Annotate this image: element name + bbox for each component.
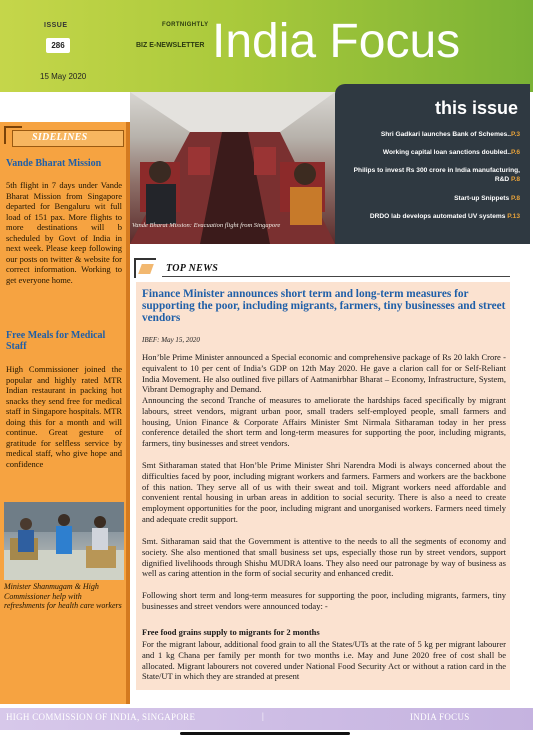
hero-photo-caption: Vande Bharat Mission: Evacuation flight from Singapore bbox=[132, 222, 281, 229]
hero-photo bbox=[130, 92, 335, 244]
home-indicator-bar[interactable] bbox=[180, 732, 350, 735]
top-news-label: TOP NEWS bbox=[166, 263, 219, 274]
masthead bbox=[0, 0, 533, 92]
this-issue-item-page: P.13 bbox=[507, 213, 520, 220]
sidebar-section-text: 5th flight in 7 days under Vande Bharat Mission from Singapore departed for Bengaluru wit full load of 151 pax. More flights to more destinations will b scheduled by Govt of India in next week. Please keep following our posts on twitter & website for correct information. Working to get everyone home. bbox=[6, 180, 122, 285]
article-paragraph: Announcing the second Tranche of measures to ameliorate the hardships faced specifically by migrant labours, street vendors, migrant urban poor, small traders self-employed people, small farmers and housing, Union Finance & Corporate Affairs Minister Smt Nirmala Sitharaman today in her press conference detailed the short term and long-term measures for supporting the poor, including migrants, farmers, tiny businesses and street vendors. bbox=[142, 395, 506, 449]
frequency-label: FORTNIGHTLY bbox=[162, 22, 209, 28]
this-issue-panel bbox=[335, 84, 530, 244]
this-issue-item-text: Working capital loan sanctions doubled.. bbox=[382, 149, 511, 156]
footer-publication: INDIA FOCUS bbox=[410, 712, 470, 722]
issue-label: ISSUE bbox=[44, 22, 68, 29]
volunteers-photo-icon bbox=[4, 502, 124, 580]
article-paragraph: For the migrant labour, additional food grain to all the States/UTs at the rate of 5 kg per migrant labourer and 1 kg Chana per family per month for two months i.e. May and June 2020 free of cost shall be allocated. Migrant labourers not covered under National Food Security Act or without a ration card in the State/UT in which they are stranded at present bbox=[142, 639, 506, 682]
article-headline: Finance Minister announces short term and long-term measures for supporting the poor, including migrants, farmers, tiny businesses and street vendors bbox=[142, 288, 506, 325]
this-issue-title: this issue bbox=[434, 98, 518, 118]
footer-separator: | bbox=[262, 711, 264, 721]
this-issue-item[interactable] bbox=[342, 148, 520, 157]
newsletter-title: India Focus bbox=[212, 15, 461, 68]
heading-corner-icon bbox=[4, 126, 22, 144]
article-paragraph: Smt Sitharaman stated that Hon’ble Prime Minister Shri Narendra Modi is always concerned about the difficulties faced by poor, including migrant workers and farmers. Farmers and workers are the backbone of this nation. They serve all of us with their sweat and toil. Migrant workers need affordable and convenient rental housing in urban areas in addition to social security. There is also a need to create employment opportunities for the poor, including migrant and unorganised workers. Farmers need timely and adequate credit support. bbox=[142, 460, 506, 524]
sidebar-section-title: Free Meals for Medical Staff bbox=[6, 330, 106, 352]
this-issue-item-page: P.8 bbox=[510, 176, 520, 183]
this-issue-item-text: Start-up Snippets bbox=[454, 195, 510, 202]
article-byline: IBEF: May 15, 2020 bbox=[142, 336, 200, 344]
page-footer bbox=[0, 708, 533, 730]
sidebar-section-text: High Commissioner joined the popular and highly rated MTR Indian restaurant in packing hot snacks they send free for medical staff in Singapore hospitals. MTR doing this for a month and will continue. Great gesture of gratitude for selfless service by medical staff, who give hope and confidence bbox=[6, 364, 122, 469]
sidebar-photo-caption: Minister Shanmugam & High Commissioner help with refreshments for health care workers bbox=[4, 582, 122, 610]
heading-corner-icon bbox=[134, 258, 156, 278]
this-issue-item-page: P.8 bbox=[510, 195, 520, 202]
article-paragraph: Smt. Sitharaman said that the Government is attentive to the needs to all the segments of economy and society. She also mentioned that small business set ups, especially those run by street vendors, support dignified livelihoods through Shishu MUDRA loans. They also need our patronage by way of business as well as caring attention in the form of social security and enhanced credit. bbox=[142, 536, 506, 579]
this-issue-item-page: P.6 bbox=[510, 149, 520, 156]
newsletter-subtitle: BIZ E-NEWSLETTER bbox=[136, 42, 205, 49]
this-issue-item[interactable] bbox=[342, 166, 520, 184]
top-news-header bbox=[130, 256, 510, 278]
sidelines-heading-label: SIDELINES bbox=[32, 132, 88, 143]
this-issue-item-page: P.3 bbox=[510, 131, 520, 138]
sidebar-section-title: Vande Bharat Mission bbox=[6, 158, 102, 169]
article-paragraph: Following short term and long-term measures for supporting the poor, including migrants, farmers, tiny businesses and street vendors were announced today: - bbox=[142, 590, 506, 611]
sidelines-heading bbox=[2, 130, 126, 148]
this-issue-item-text: Shri Gadkari launches Bank of Schemes.. bbox=[380, 131, 511, 138]
this-issue-item-text: DRDO lab develops automated UV systems bbox=[369, 213, 506, 220]
this-issue-item[interactable] bbox=[342, 194, 520, 203]
article-subheading: Free food grains supply to migrants for 2 months bbox=[142, 627, 320, 637]
this-issue-item[interactable] bbox=[342, 212, 520, 221]
issue-date: 15 May 2020 bbox=[40, 72, 87, 81]
top-news-rule bbox=[162, 276, 510, 277]
this-issue-item-text: Philips to invest Rs 300 crore in India manufacturing, R&D bbox=[353, 167, 520, 183]
top-news-article bbox=[136, 282, 510, 690]
sidebar-photo bbox=[4, 502, 124, 580]
footer-organization: HIGH COMMISSION OF INDIA, SINGAPORE bbox=[6, 712, 196, 722]
this-issue-item[interactable] bbox=[342, 130, 520, 139]
issue-number: 286 bbox=[46, 38, 70, 53]
article-paragraph: Hon’ble Prime Minister announced a Special economic and comprehensive package of Rs 20 lakh Crore - equivalent to 10 per cent of India’s GDP on 12th May 2020. He gave a clarion call for or Self-Reliant India Movement. He also outlined five pillars of Aatmanirbhar Bharat – Economy, Infrastructure, System, Vibrant Demography and Demand. bbox=[142, 352, 506, 395]
